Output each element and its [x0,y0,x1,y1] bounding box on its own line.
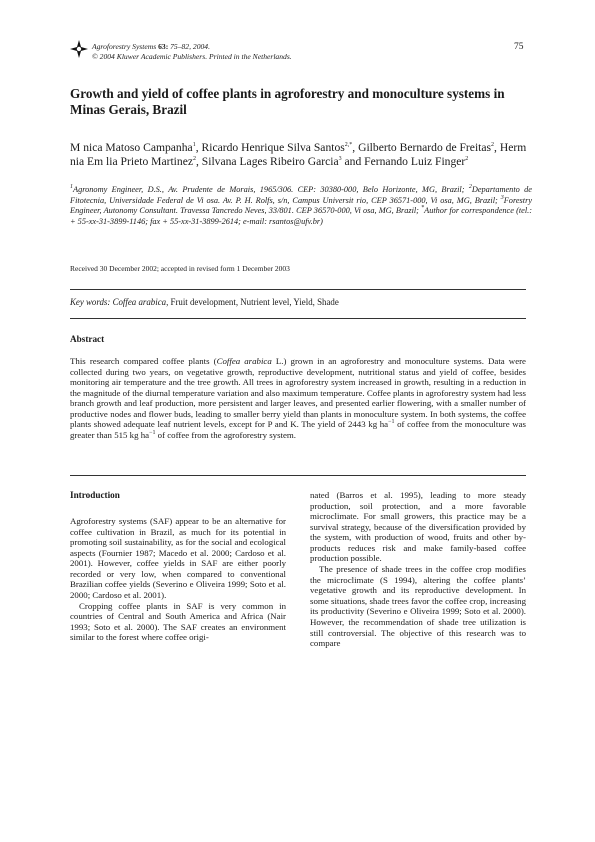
keywords-top-rule [70,289,526,290]
author-sep: , [352,141,359,154]
abstract-bottom-rule [70,475,526,476]
copyright-line: © 2004 Kluwer Academic Publishers. Printed in the Netherlands. [92,51,292,61]
abstract-heading: Abstract [70,334,105,344]
keywords-label: Key words: [70,297,111,307]
affil-sup: * [421,205,425,212]
body-paragraph: The presence of shade trees in the coffee crop modifies the microclimate (S 1994), altering the coffee plants’ vegetative growth and its reproductive development. In some situations, shade trees favor the coffee crop, increasing its productivity (Severino e Oliveira 1999; Soto et al. 2000). However, the recommendation of shade tree utilization is still controversial. The objective of this research was to compare [310,564,526,649]
author-sup: 2 [193,156,196,163]
article-title: Growth and yield of coffee plants in agroforestry and monoculture systems in Minas Gerais, Brazil [70,86,505,117]
affiliations [70,185,532,227]
affiliation-text: Agronomy Engineer, D.S., Av. Prudente de Morais, 1965/306. CEP: 30380-000, Belo Horizonte, MG, Brazil; [73,185,469,194]
author-sup: 3 [338,156,342,163]
body-column-left [70,516,286,643]
author-sup: 2 [491,142,495,149]
received-dates: Received 30 December 2002; accepted in revised form 1 December 2003 [70,264,290,273]
abstract-part: This research compared coffee plants ( [70,356,217,366]
journal-pages: 75–82, 2004. [168,42,210,51]
author-sup: 2 [465,156,469,163]
affil-sup: 3 [500,194,504,201]
author-sep: , [196,155,202,169]
affiliation-text: Departamento de Fitotecnia, Universidade Federal de Vi osa. Av. P. H. Rolfs, s/n, Campus Universit rio, CEP 36571-000, Vi osa, MG, Brazil; [70,185,532,205]
body-paragraph: nated (Barros et al. 1995), leading to more steady production, soil protection, and a more favorable microclimate. For small growers, this practice may be a survival strategy, because of the diversification provided by the system, with production of wood, fruits and other by-products reduces risk and make family-based coffee production possible. [310,490,526,564]
keywords-rest: , Fruit development, Nutrient level, Yield, Shade [166,297,339,307]
journal-citation [92,42,292,61]
author-name: M nica Matoso Campanha [70,141,193,154]
abstract-text [70,356,526,440]
abstract-sup: −1 [388,419,395,426]
body-paragraph: Cropping coffee plants in SAF is very common in countries of Central and South America and Africa (Nair 1993; Soto et al. 2000). The SAF creates an environment similar to the forest where coffee origi- [70,600,286,643]
introduction-heading: Introduction [70,490,120,500]
abstract-part: of coffee from the agroforestry system. [155,429,297,440]
author-sup: 1 [192,142,196,149]
page-number: 75 [514,42,524,52]
publisher-logo-icon [70,40,88,58]
author-name: Herm nia Em lia Prieto Martinez [70,141,527,169]
author-name: Fernando Luiz Finger [364,155,466,169]
affil-sup: 1 [70,184,73,191]
affil-sup: 2 [468,184,472,191]
author-name: Gilberto Bernardo de Freitas [358,141,492,154]
author-name: Silvana Lages Ribeiro Garcia [201,155,339,169]
author-name: Ricardo Henrique Silva Santos [201,141,345,154]
abstract-part: of coffee from the monoculture was greater than 515 kg ha [70,419,526,440]
journal-volume: 63: [158,42,169,51]
author-sep: and [341,155,365,169]
keywords-bottom-rule [70,318,526,319]
keyword-italic: Coffea arabica [112,297,167,307]
affiliation-text: Author for correspondence (tel.: + 55-xx-31-3899-1146; fax + 55-xx-31-3899-2614; e-mail: rsantos@ufv.br) [70,206,533,226]
author-sep: , [494,141,500,154]
author-sup: 2,* [344,142,353,149]
body-paragraph: Agroforestry systems (SAF) appear to be an alternative for coffee cultivation in Brazil, as much for its potential in promoting soil sustainability, as for the social and ecological aspects (Fournier 1987; Macedo et al. 2000; Cardoso et al. 2001). However, coffee yields in SAF are either poorly recorded or very low, when compared to conventional Brazilian coffee yields (Severino e Oliveira 1999; Soto et al. 2000; Cardoso et al. 2001). [70,516,286,601]
author-sep: , [195,141,202,154]
author-list [70,141,532,170]
affiliation-text: Forestry Engineer, Autonomy Consultant. Travessa Tancredo Neves, 33/801. CEP 36570-000, Vi osa, MG, Brazil; [70,195,532,216]
abstract-sup: −1 [149,429,156,436]
abstract-italic: Coffea arabica [216,356,272,366]
keywords [70,297,339,307]
journal-name: Agroforestry Systems [92,42,157,51]
abstract-part: L.) grown in an agroforestry and monoculture systems. Data were collected during two years, on vegetative growth, reproductive development, nutritional status and yield of coffee, besides monitoring air temperature and the tree growth. All trees in agroforestry system increased in growth, resulting in a reduction in the magnitude of the diurnal temperature variation and also maximum temperature. Coffee plants in agroforestry system had less branch growth and leaf production, more persistent and larger leaves, and presented earlier flowering, with a smaller number of productive nodes and flower buds, leading to smaller berry yield than plants in monoculture system. In both systems, the coffee plants showed adequate leaf nutrient levels, except for P and K. The yield of 2443 kg ha [70,356,526,430]
body-column-right [310,490,526,649]
